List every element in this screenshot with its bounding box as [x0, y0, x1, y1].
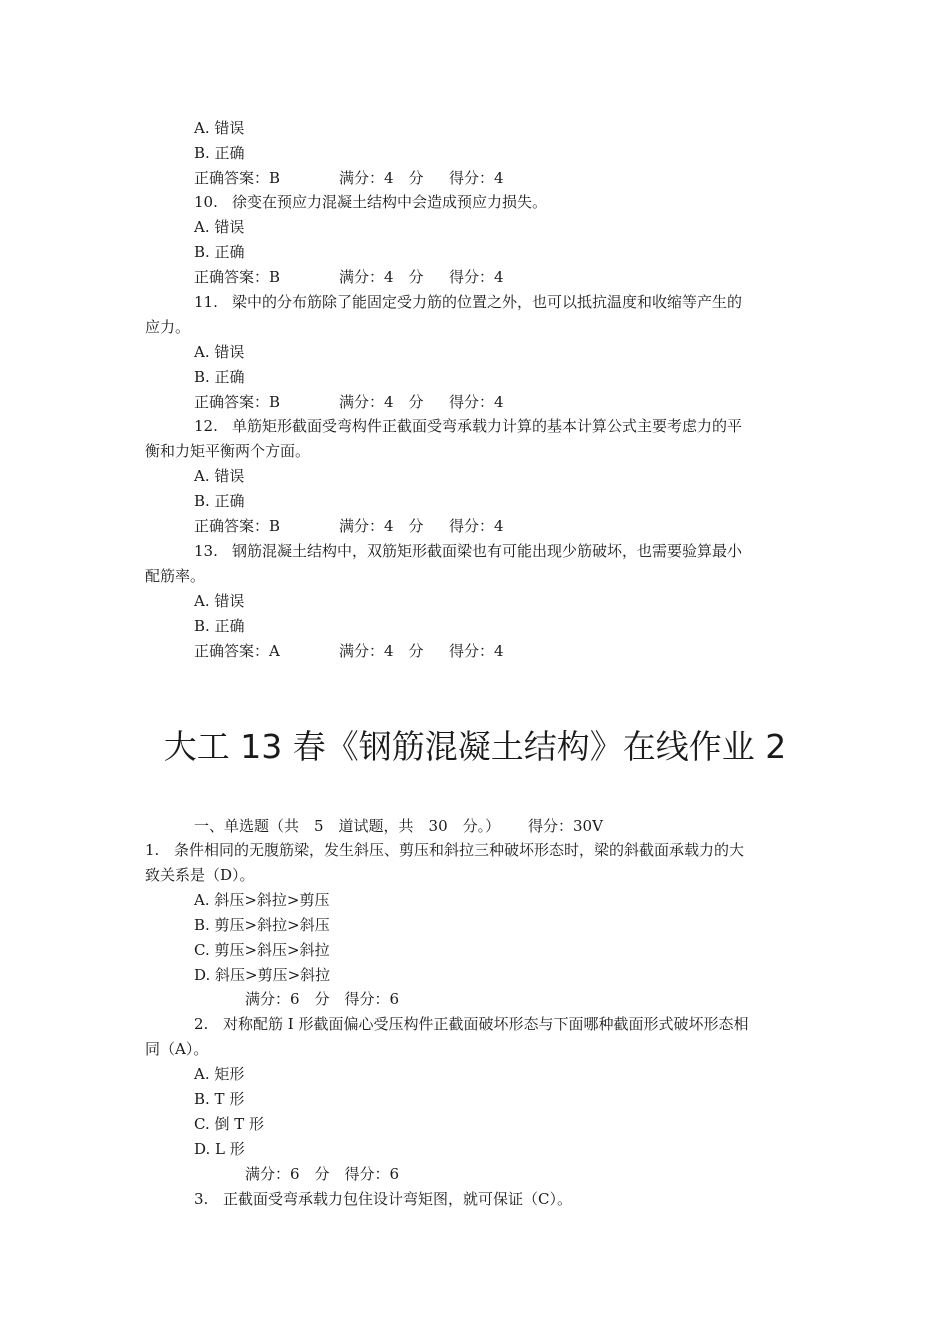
option-a: A. 斜压>斜拉>剪压: [194, 891, 330, 909]
option-b: B. 正确: [194, 368, 245, 386]
answer-line: [194, 168, 504, 188]
option-b: B. 正确: [194, 617, 245, 635]
assignment-title: 大工 13 春《钢筋混凝土结构》在线作业 2: [163, 727, 787, 766]
question-score: 满分：6 分 得分：6: [245, 1165, 400, 1183]
question-number: 10.: [194, 193, 218, 211]
question-text: 对称配筋 I 形截面偏心受压构件正截面破坏形态与下面哪种截面形式破坏形态相: [223, 1015, 749, 1033]
answer-line: [194, 267, 504, 287]
question-number: 11.: [194, 293, 218, 311]
question-1: [145, 840, 744, 860]
earned-score: 得分：4: [449, 268, 504, 286]
question-text-continued: 致关系是（D）。: [145, 866, 255, 884]
full-score: 满分：4 分: [339, 642, 424, 660]
correct-answer: 正确答案：A: [194, 642, 280, 660]
full-score: 满分：4 分: [339, 393, 424, 411]
question-text-continued: 同（A）。: [145, 1040, 209, 1058]
question-text: 徐变在预应力混凝土结构中会造成预应力损失。: [232, 193, 548, 211]
section-score: 得分：30V: [528, 817, 603, 835]
question-12: [194, 416, 742, 436]
question-text-continued: 应力。: [145, 318, 191, 336]
option-a: A. 错误: [194, 119, 245, 137]
question-number: 3.: [194, 1190, 209, 1208]
question-text-continued: 衡和力矩平衡两个方面。: [145, 442, 311, 460]
option-d: D. 斜压>剪压>斜拉: [194, 966, 331, 984]
option-b: B. 剪压>斜拉>斜压: [194, 916, 330, 934]
full-score: 满分：4 分: [339, 268, 424, 286]
question-score: 满分：6 分 得分：6: [245, 990, 400, 1008]
section-title: 一、单选题（共 5 道试题，共 30 分。）: [194, 817, 501, 835]
answer-line: [194, 516, 504, 536]
earned-score: 得分：4: [449, 169, 504, 187]
correct-answer: 正确答案：B: [194, 393, 281, 411]
question-3: [194, 1189, 572, 1209]
full-score: 满分：4 分: [339, 169, 424, 187]
option-b: B. 正确: [194, 144, 245, 162]
option-a: A. 矩形: [194, 1065, 245, 1083]
option-b: B. 正确: [194, 492, 245, 510]
question-number: 12.: [194, 417, 218, 435]
earned-score: 得分：4: [449, 393, 504, 411]
question-number: 13.: [194, 542, 218, 560]
question-number: 2.: [194, 1015, 209, 1033]
option-b: B. 正确: [194, 243, 245, 261]
question-text: 正截面受弯承载力包住设计弯矩图，就可保证（C）。: [223, 1190, 572, 1208]
correct-answer: 正确答案：B: [194, 169, 281, 187]
option-a: A. 错误: [194, 218, 245, 236]
question-text: 钢筋混凝土结构中，双筋矩形截面梁也有可能出现少筋破坏，也需要验算最小: [232, 542, 743, 560]
option-d: D. L 形: [194, 1140, 245, 1158]
correct-answer: 正确答案：B: [194, 517, 281, 535]
option-b: B. T 形: [194, 1090, 245, 1108]
earned-score: 得分：4: [449, 517, 504, 535]
question-text: 单筋矩形截面受弯构件正截面受弯承载力计算的基本计算公式主要考虑力的平: [232, 417, 743, 435]
option-a: A. 错误: [194, 467, 245, 485]
question-2: [194, 1014, 748, 1034]
option-c: C. 倒 T 形: [194, 1115, 265, 1133]
earned-score: 得分：4: [449, 642, 504, 660]
correct-answer: 正确答案：B: [194, 268, 281, 286]
section-header: [194, 816, 603, 836]
question-11: [194, 292, 742, 312]
full-score: 满分：4 分: [339, 517, 424, 535]
option-a: A. 错误: [194, 592, 245, 610]
question-10: [194, 192, 547, 212]
option-c: C. 剪压>斜压>斜拉: [194, 941, 330, 959]
option-a: A. 错误: [194, 343, 245, 361]
question-text: 条件相同的无腹筋梁，发生斜压、剪压和斜拉三种破坏形态时，梁的斜截面承载力的大: [174, 841, 745, 859]
answer-line: [194, 392, 504, 412]
answer-line: [194, 641, 504, 661]
question-text-continued: 配筋率。: [145, 567, 206, 585]
question-13: [194, 541, 742, 561]
question-text: 梁中的分布筋除了能固定受力筋的位置之外，也可以抵抗温度和收缩等产生的: [232, 293, 743, 311]
question-number: 1.: [145, 841, 160, 859]
